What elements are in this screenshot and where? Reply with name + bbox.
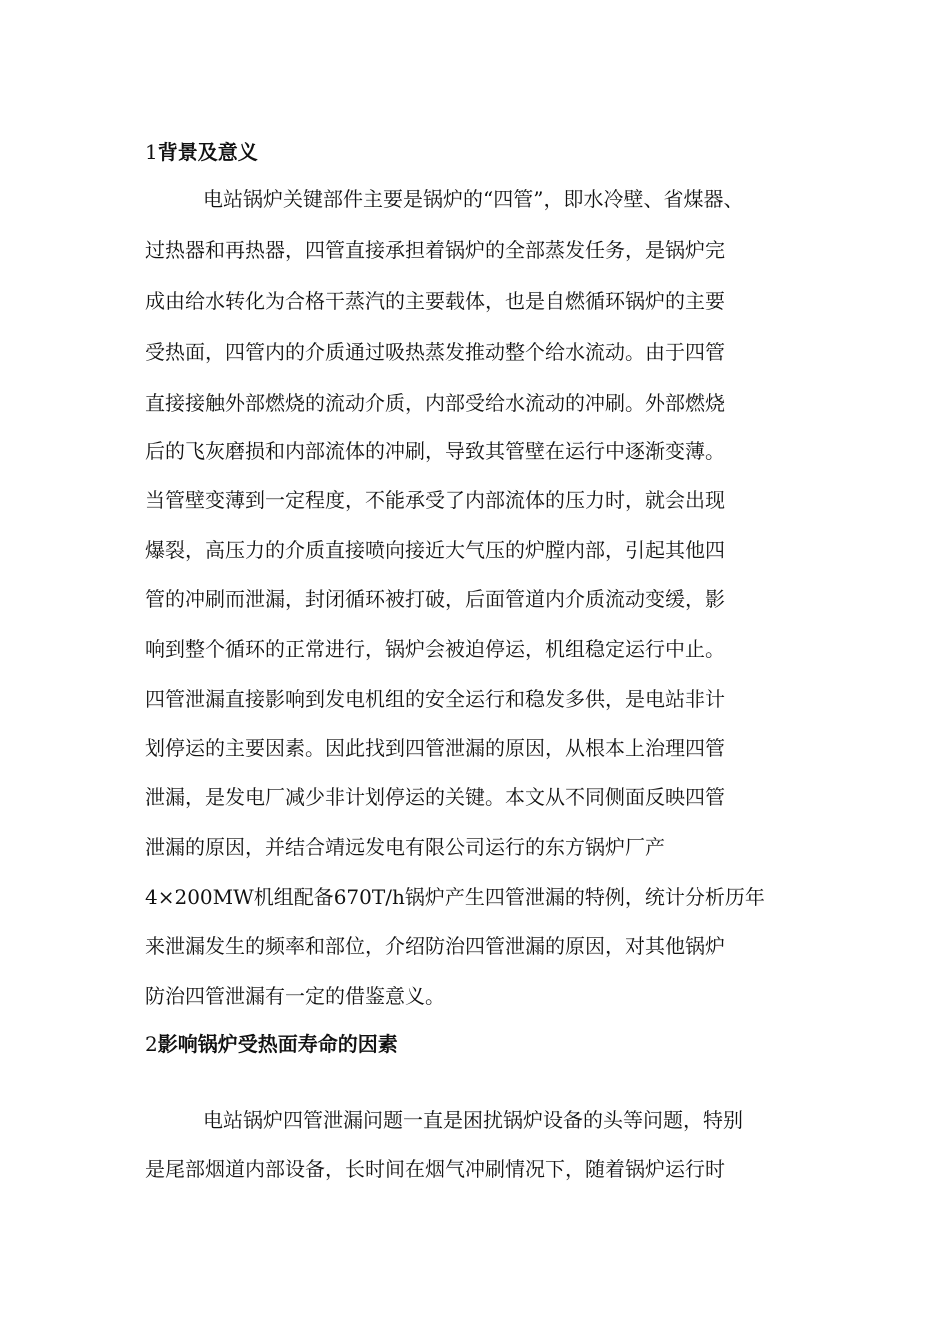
section-1-number: 1 bbox=[145, 140, 158, 164]
paragraph-line: 直接接触外部燃烧的流动介质，内部受给水流动的冲刷。外部燃烧 bbox=[145, 391, 725, 415]
paragraph-line: 来泄漏发生的频率和部位，介绍防治四管泄漏的原因，对其他锅炉 bbox=[145, 934, 725, 958]
section-2-heading bbox=[145, 1031, 398, 1057]
paragraph-line: 防治四管泄漏有一定的借鉴意义。 bbox=[145, 984, 445, 1008]
paragraph-line: 电站锅炉关键部件主要是锅炉的“四管”，即水冷壁、省煤器、 bbox=[203, 187, 744, 211]
section-2-number: 2 bbox=[145, 1032, 158, 1056]
paragraph-line: 四管泄漏直接影响到发电机组的安全运行和稳发多供，是电站非计 bbox=[145, 687, 725, 711]
section-1-title: 背景及意义 bbox=[157, 140, 258, 164]
paragraph-line: 成由给水转化为合格干蒸汽的主要载体，也是自燃循环锅炉的主要 bbox=[145, 289, 725, 313]
paragraph-line: 泄漏的原因，并结合靖远发电有限公司运行的东方锅炉厂产 bbox=[145, 835, 665, 859]
paragraph-line: 泄漏，是发电厂减少非计划停运的关键。本文从不同侧面反映四管 bbox=[145, 785, 725, 809]
paragraph-line: 受热面，四管内的介质通过吸热蒸发推动整个给水流动。由于四管 bbox=[145, 340, 725, 364]
section-1-heading bbox=[145, 139, 258, 165]
paragraph-line: 当管壁变薄到一定程度，不能承受了内部流体的压力时，就会出现 bbox=[145, 488, 725, 512]
paragraph-line: 过热器和再热器，四管直接承担着锅炉的全部蒸发任务，是锅炉完 bbox=[145, 238, 725, 262]
paragraph-line: 是尾部烟道内部设备，长时间在烟气冲刷情况下，随着锅炉运行时 bbox=[145, 1157, 725, 1181]
paragraph-line: 后的飞灰磨损和内部流体的冲刷，导致其管壁在运行中逐渐变薄。 bbox=[145, 439, 725, 463]
paragraph-line: 管的冲刷而泄漏，封闭循环被打破，后面管道内介质流动变缓，影 bbox=[145, 587, 725, 611]
paragraph-line: 电站锅炉四管泄漏问题一直是困扰锅炉设备的头等问题，特别 bbox=[203, 1108, 743, 1132]
section-2-title: 影响锅炉受热面寿命的因素 bbox=[157, 1032, 398, 1056]
paragraph-line: 划停运的主要因素。因此找到四管泄漏的原因，从根本上治理四管 bbox=[145, 736, 725, 760]
paragraph-line: 响到整个循环的正常进行，锅炉会被迫停运，机组稳定运行中止。 bbox=[145, 637, 725, 661]
paragraph-line: 爆裂，高压力的介质直接喷向接近大气压的炉膛内部，引起其他四 bbox=[145, 538, 725, 562]
paragraph-line: 4×200MW机组配备670T/h锅炉产生四管泄漏的特例，统计分析历年 bbox=[145, 885, 765, 909]
